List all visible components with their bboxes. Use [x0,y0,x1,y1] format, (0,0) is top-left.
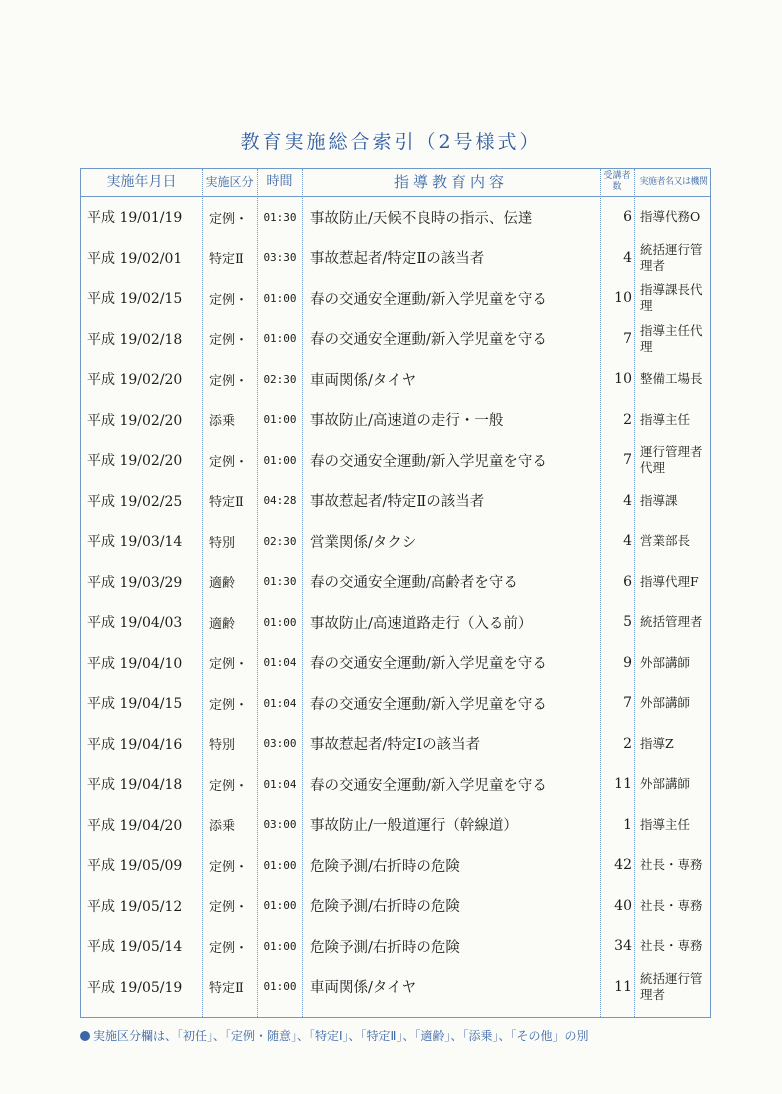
cell-person: 統括管理者 [640,614,703,630]
cell-date: 平成 19/03/29 [87,574,183,591]
cell-time: 01:00 [263,939,297,953]
cell-kubun: 特別 [209,738,236,754]
cell-kubun: 適齢 [209,616,236,632]
cell-date: 平成 19/05/12 [87,898,183,915]
cell-kubun: 特別 [209,535,236,551]
cell-time: 01:00 [263,453,297,467]
table-row [81,845,710,886]
cell-count: 42 [614,857,632,874]
cell-kubun: 定例・ [209,292,249,308]
table-row [81,643,710,684]
cell-content: 春の交通安全運動/新入学児童を守る [310,453,547,470]
cell-date: 平成 19/01/19 [87,210,183,227]
cell-content: 危険予測/右折時の危険 [310,939,460,956]
bullet-icon [80,1031,90,1041]
cell-date: 平成 19/02/20 [87,372,183,389]
header-date: 実施年月日 [106,174,177,190]
cell-person: 指導課長代理 [640,282,703,314]
cell-time: 01:00 [263,413,297,427]
cell-kubun: 定例・ [209,697,249,713]
table-row [81,238,710,279]
cell-date: 平成 19/02/15 [87,291,183,308]
cell-person: 指導Z [640,735,674,751]
header-count: 受講者数 [603,171,631,192]
cell-content: 営業関係/タクシ [310,534,417,551]
cell-count: 6 [623,573,632,590]
cell-content: 危険予測/右折時の危険 [310,899,460,916]
cell-content: 事故防止/一般道運行（幹線道） [310,818,518,835]
cell-content: 事故防止/高速道路走行（入る前） [310,615,533,632]
table-row [81,319,710,360]
cell-count: 11 [614,776,632,793]
cell-time: 01:00 [263,980,297,994]
cell-person: 指導代理F [640,573,699,589]
footnote [80,1027,588,1044]
table-row [81,440,710,481]
cell-content: 事故惹起者/特定Ⅰの該当者 [310,737,481,754]
cell-time: 01:04 [263,656,297,670]
header-time: 時間 [266,174,293,189]
table-row [81,359,710,400]
cell-count: 7 [623,330,632,347]
cell-kubun: 定例・ [209,211,249,227]
cell-person: 外部講師 [640,695,691,711]
cell-count: 10 [614,371,632,388]
cell-date: 平成 19/04/15 [87,696,183,713]
cell-count: 6 [623,209,632,226]
cell-time: 04:28 [263,494,297,508]
cell-kubun: 定例・ [209,859,249,875]
cell-time: 01:00 [263,332,297,346]
cell-person: 営業部長 [640,533,691,549]
cell-count: 40 [614,897,632,914]
cell-person: 社長・専務 [640,857,703,873]
cell-kubun: 定例・ [209,940,249,956]
cell-time: 01:04 [263,696,297,710]
cell-content: 春の交通安全運動/新入学児童を守る [310,291,547,308]
cell-person: 外部講師 [640,654,691,670]
cell-count: 2 [623,411,632,428]
table-row [81,805,710,846]
cell-date: 平成 19/04/20 [87,817,183,834]
cell-count: 2 [623,735,632,752]
cell-content: 春の交通安全運動/新入学児童を守る [310,696,547,713]
cell-content: 車両関係/タイヤ [310,372,417,389]
cell-count: 11 [614,978,632,995]
cell-count: 4 [623,249,632,266]
cell-person: 運行管理者代理 [640,444,703,476]
header-kubun: 実施区分 [205,175,254,189]
cell-person: 指導課 [640,492,678,508]
cell-time: 02:30 [263,372,297,386]
table-row [81,278,710,319]
cell-content: 事故防止/高速道の走行・一般 [310,413,504,430]
cell-date: 平成 19/02/20 [87,453,183,470]
cell-person: 指導代務O [640,209,701,225]
cell-date: 平成 19/05/14 [87,939,183,956]
cell-time: 03:00 [263,737,297,751]
cell-person: 統括運行管理者 [640,970,703,1002]
page-title: 教育実施総合索引（2号様式） [240,131,542,153]
cell-person: 社長・専務 [640,938,703,954]
cell-time: 01:00 [263,899,297,913]
cell-person: 社長・専務 [640,897,703,913]
table-row [81,683,710,724]
table-row [81,926,710,967]
cell-date: 平成 19/05/19 [87,979,183,996]
cell-person: 指導主任 [640,411,691,427]
cell-content: 春の交通安全運動/新入学児童を守る [310,777,547,794]
table-row [81,602,710,643]
cell-kubun: 定例・ [209,778,249,794]
table-row [81,967,710,1008]
cell-count: 4 [623,533,632,550]
cell-time: 03:00 [263,818,297,832]
cell-content: 事故惹起者/特定Ⅱの該当者 [310,251,485,268]
cell-person: 統括運行管理者 [640,241,703,273]
cell-kubun: 特定Ⅱ [209,495,244,511]
cell-content: 春の交通安全運動/高齢者を守る [310,575,518,592]
cell-count: 34 [614,938,632,955]
cell-count: 4 [623,492,632,509]
cell-kubun: 添乗 [209,819,236,835]
cell-person: 指導主任 [640,816,691,832]
cell-date: 平成 19/02/20 [87,412,183,429]
cell-kubun: 特定Ⅱ [209,252,244,268]
cell-date: 平成 19/05/09 [87,858,183,875]
cell-time: 01:30 [263,210,297,224]
education-index-table [80,168,711,1018]
cell-time: 01:30 [263,575,297,589]
table-row [81,562,710,603]
cell-count: 1 [623,816,632,833]
cell-time: 01:00 [263,858,297,872]
table-header [81,169,710,197]
header-person: 実施者名又は機関 [639,177,708,187]
cell-time: 01:00 [263,615,297,629]
table-row [81,886,710,927]
cell-content: 事故惹起者/特定Ⅱの該当者 [310,494,485,511]
cell-content: 事故防止/天候不良時の指示、伝達 [310,210,533,227]
cell-person: 整備工場長 [640,371,703,387]
cell-date: 平成 19/04/10 [87,655,183,672]
cell-time: 03:30 [263,251,297,265]
cell-content: 春の交通安全運動/新入学児童を守る [310,656,547,673]
cell-kubun: 定例・ [209,657,249,673]
table-row [81,400,710,441]
table-row [81,197,710,238]
cell-count: 7 [623,695,632,712]
cell-time: 01:00 [263,291,297,305]
table-row [81,764,710,805]
cell-time: 01:04 [263,777,297,791]
cell-count: 9 [623,654,632,671]
cell-date: 平成 19/02/01 [87,250,183,267]
cell-content: 危険予測/右折時の危険 [310,858,460,875]
cell-kubun: 添乗 [209,414,236,430]
table-row [81,724,710,765]
footnote-text: 実施区分欄は、「初任」、「定例・随意」、「特定Ⅰ」、「特定Ⅱ」、「適齢」、「添乗」、「その他」の別 [93,1029,589,1043]
cell-kubun: 定例・ [209,373,249,389]
cell-date: 平成 19/04/18 [87,777,183,794]
cell-kubun: 定例・ [209,333,249,349]
cell-date: 平成 19/02/18 [87,331,183,348]
cell-content: 春の交通安全運動/新入学児童を守る [310,332,547,349]
cell-kubun: 特定Ⅱ [209,981,244,997]
cell-kubun: 定例・ [209,900,249,916]
table-row [81,521,710,562]
cell-kubun: 適齢 [209,576,236,592]
table-row [81,481,710,522]
cell-date: 平成 19/03/14 [87,534,183,551]
cell-kubun: 定例・ [209,454,249,470]
cell-person: 指導主任代理 [640,322,703,354]
cell-count: 5 [623,614,632,631]
cell-content: 車両関係/タイヤ [310,980,417,997]
cell-count: 7 [623,452,632,469]
cell-time: 02:30 [263,534,297,548]
cell-date: 平成 19/04/16 [87,736,183,753]
header-content: 指導教育内容 [393,173,508,191]
cell-count: 10 [614,290,632,307]
cell-date: 平成 19/04/03 [87,615,183,632]
cell-date: 平成 19/02/25 [87,493,183,510]
cell-person: 外部講師 [640,776,691,792]
